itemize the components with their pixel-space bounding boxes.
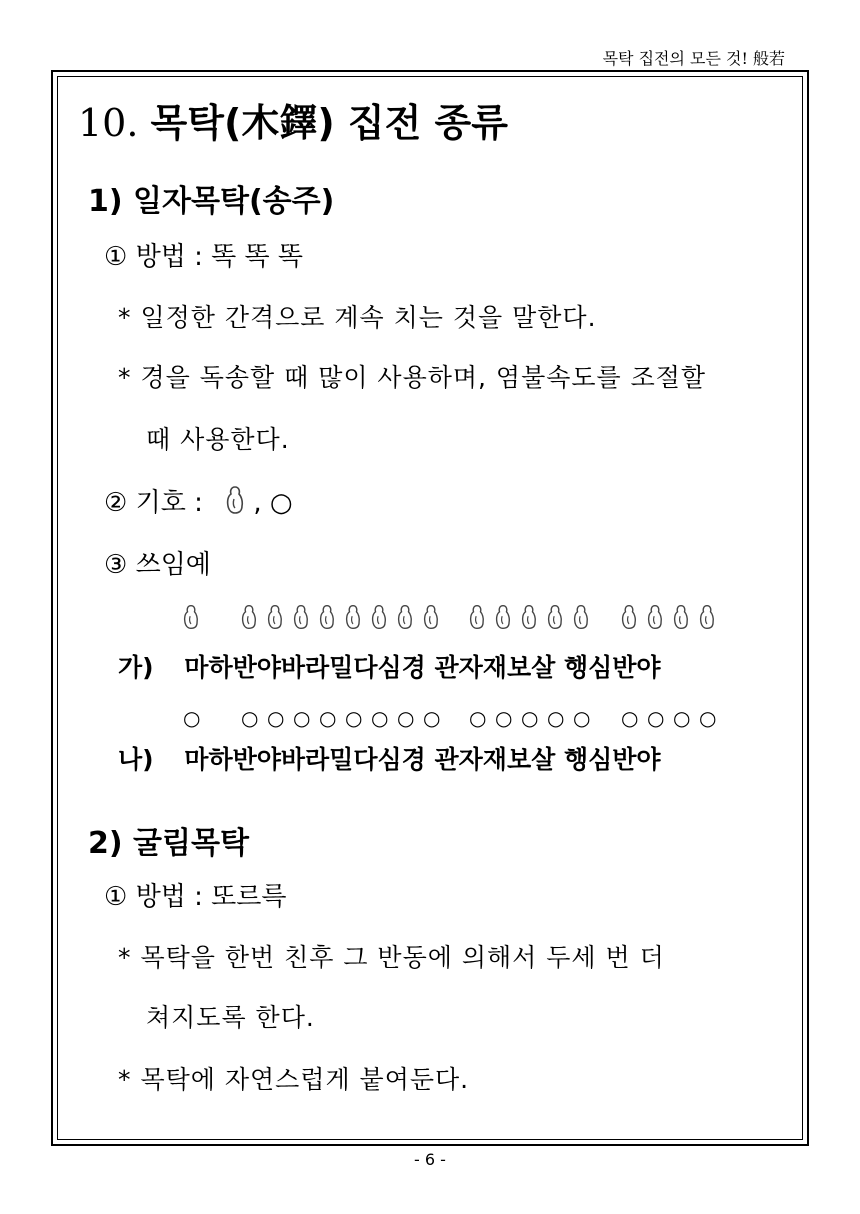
moktak-icon: [520, 604, 538, 630]
moktak-icon: [494, 604, 512, 630]
moktak-icon: [318, 604, 336, 630]
circle-symbol: ○: [183, 706, 201, 730]
circle-symbol-row: [0, 706, 860, 732]
circle-symbol: ○: [267, 706, 285, 730]
circle-symbol: ○: [521, 706, 539, 730]
moktak-icon: [370, 604, 388, 630]
section-1-desc-1: * 일정한 간격으로 계속 치는 것을 말한다.: [118, 303, 597, 332]
circle-symbol: ○: [673, 706, 691, 730]
example-a: [118, 648, 661, 684]
circle-symbol: ○: [397, 706, 415, 730]
moktak-icon: [468, 604, 486, 630]
page-title: [78, 92, 508, 147]
moktak-icon: [546, 604, 564, 630]
title-text: 목탁(木鐸) 집전 종류: [150, 101, 508, 145]
circle-symbol: ○: [495, 706, 513, 730]
moktak-icon: [396, 604, 414, 630]
section-1-heading: 1) 일자목탁(송주): [88, 184, 335, 219]
moktak-symbol-row: [0, 604, 860, 630]
moktak-icon: [572, 604, 590, 630]
moktak-icon: [240, 604, 258, 630]
section-2-desc-2: * 목탁에 자연스럽게 붙여둔다.: [118, 1065, 470, 1094]
moktak-icon: [698, 604, 716, 630]
circle-symbol: ○: [423, 706, 441, 730]
moktak-icon: [672, 604, 690, 630]
section-1-method: ① 방법 : 똑 똑 똑: [104, 242, 303, 272]
circle-symbol: ○: [269, 488, 293, 518]
page-header: 목탁 집전의 모든 것! 般若: [602, 49, 785, 68]
circle-symbol: ○: [621, 706, 639, 730]
circle-symbol: ○: [647, 706, 665, 730]
circle-symbol: ○: [241, 706, 259, 730]
section-2-method: ① 방법 : 또르륵: [104, 882, 287, 912]
moktak-icon: [646, 604, 664, 630]
circle-symbol: ○: [319, 706, 337, 730]
title-number: 10.: [78, 101, 139, 145]
example-b-text: 마하반야바라밀다심경 관자재보살 행심반야: [184, 745, 661, 774]
example-a-text: 마하반야바라밀다심경 관자재보살 행심반야: [184, 653, 661, 682]
circle-symbol: ○: [469, 706, 487, 730]
section-2-desc-1b: 쳐지도록 한다.: [146, 1003, 315, 1032]
circle-symbol: ○: [699, 706, 717, 730]
circle-symbol: ○: [293, 706, 311, 730]
section-2-heading: 2) 굴림목탁: [88, 826, 249, 861]
example-b: [118, 740, 661, 776]
moktak-icon: [266, 604, 284, 630]
section-1-desc-2a: * 경을 독송할 때 많이 사용하며, 염불속도를 조절할: [118, 363, 707, 392]
moktak-icon: [344, 604, 362, 630]
example-a-label: 가): [118, 653, 154, 682]
circle-symbol: ○: [573, 706, 591, 730]
example-b-label: 나): [118, 745, 154, 774]
moktak-icon: [422, 604, 440, 630]
moktak-icon: [225, 485, 245, 515]
section-1-symbol-line: [104, 482, 293, 519]
circle-symbol: ○: [371, 706, 389, 730]
moktak-icon: [620, 604, 638, 630]
circle-symbol: ○: [345, 706, 363, 730]
symbol-label: ② 기호 :: [104, 488, 203, 518]
moktak-icon: [292, 604, 310, 630]
section-2-desc-1a: * 목탁을 한번 친후 그 반동에 의해서 두세 번 더: [118, 943, 665, 972]
moktak-icon: [182, 604, 200, 630]
circle-symbol: ○: [547, 706, 565, 730]
section-1-usage: ③ 쓰임예: [104, 550, 211, 580]
symbol-separator: ,: [253, 488, 262, 518]
page-number: - 6 -: [414, 1150, 446, 1169]
section-1-desc-2b: 때 사용한다.: [146, 425, 290, 454]
